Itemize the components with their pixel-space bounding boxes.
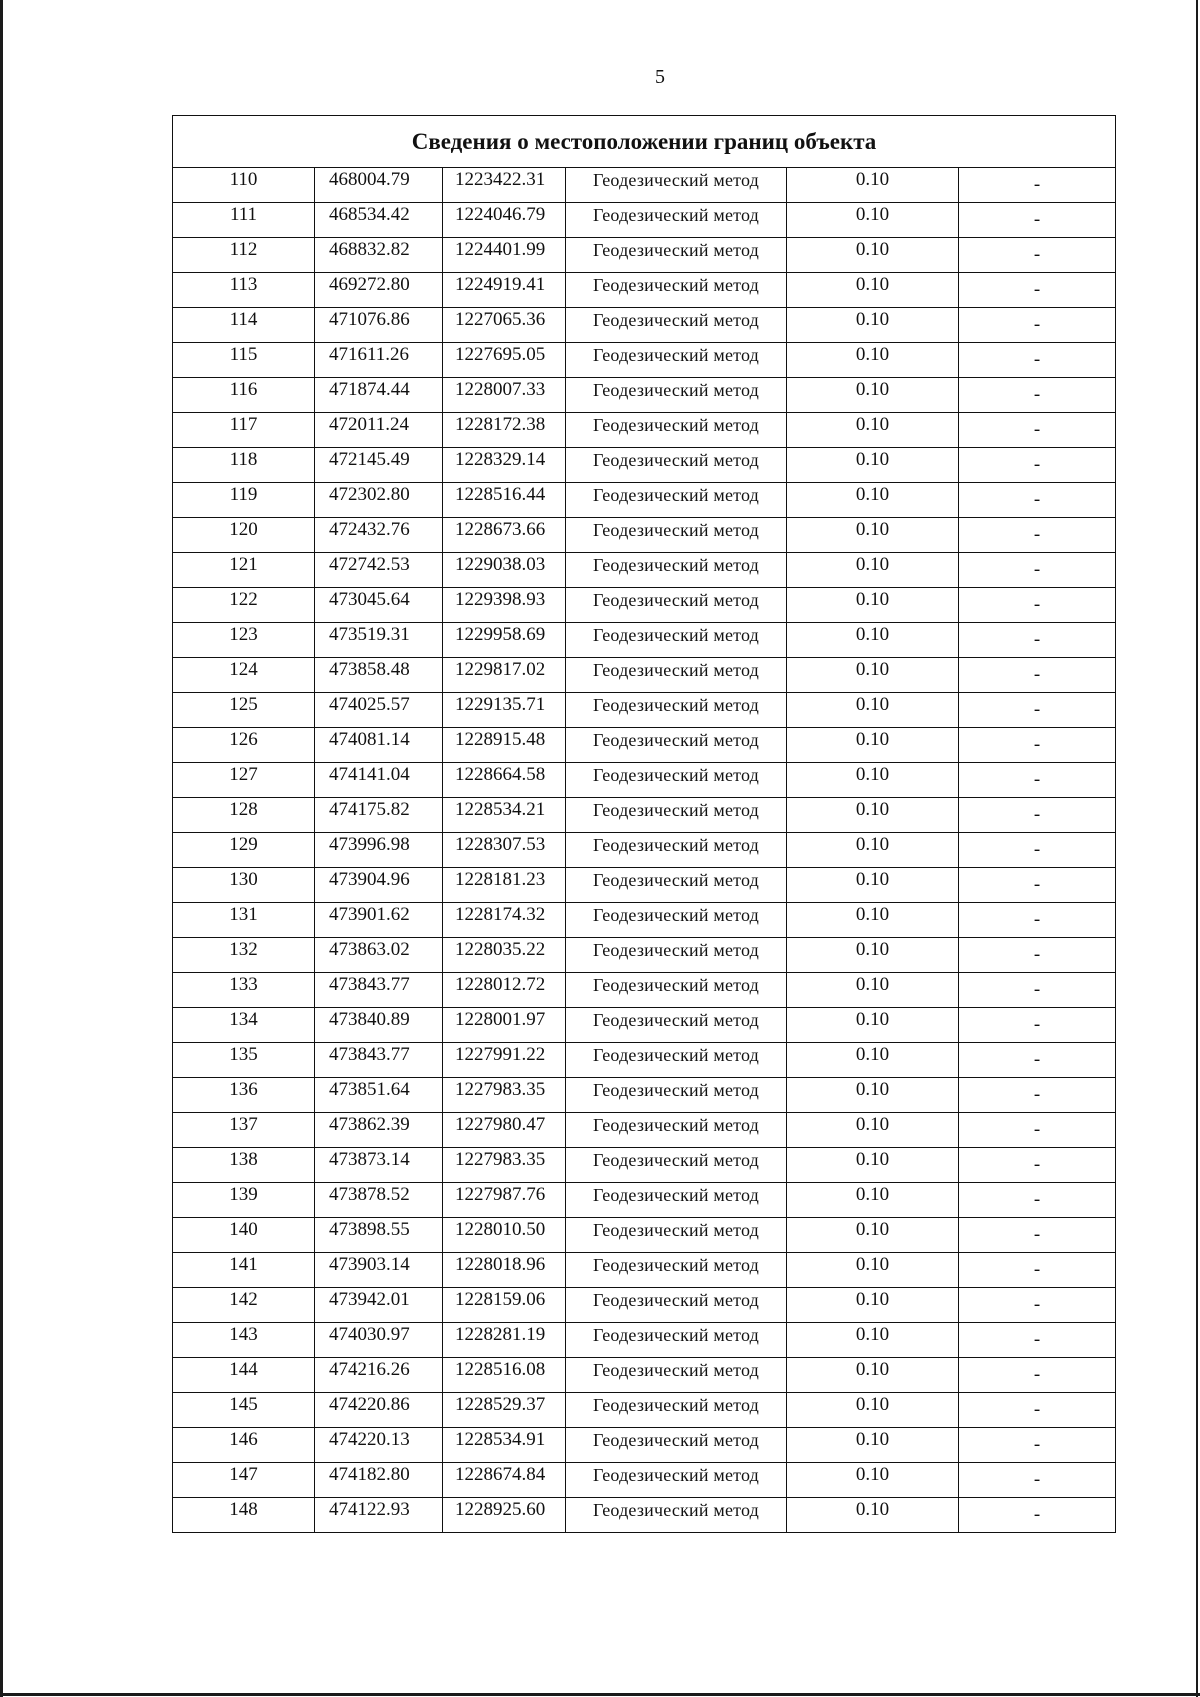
- table-row: [173, 553, 1116, 588]
- y-coordinate-cell: 1228516.08: [443, 1358, 566, 1393]
- method-cell: Геодезический метод: [566, 413, 787, 448]
- point-number-cell: 111: [173, 203, 315, 238]
- x-coordinate-cell: 473858.48: [315, 658, 443, 693]
- note-cell: -: [959, 1498, 1116, 1533]
- table-row: [173, 833, 1116, 868]
- note-cell: -: [959, 1183, 1116, 1218]
- point-number-cell: 136: [173, 1078, 315, 1113]
- table-row: [173, 1183, 1116, 1218]
- note-cell: -: [959, 1218, 1116, 1253]
- y-coordinate-cell: 1227980.47: [443, 1113, 566, 1148]
- point-number-cell: 127: [173, 763, 315, 798]
- table-row: [173, 728, 1116, 763]
- y-coordinate-cell: 1228664.58: [443, 763, 566, 798]
- x-coordinate-cell: 472432.76: [315, 518, 443, 553]
- precision-cell: 0.10: [787, 868, 959, 903]
- precision-cell: 0.10: [787, 1428, 959, 1463]
- table-row: [173, 308, 1116, 343]
- x-coordinate-cell: 473843.77: [315, 973, 443, 1008]
- point-number-cell: 146: [173, 1428, 315, 1463]
- y-coordinate-cell: 1223422.31: [443, 168, 566, 203]
- y-coordinate-cell: 1228174.32: [443, 903, 566, 938]
- note-cell: -: [959, 798, 1116, 833]
- precision-cell: 0.10: [787, 658, 959, 693]
- note-cell: -: [959, 693, 1116, 728]
- precision-cell: 0.10: [787, 483, 959, 518]
- precision-cell: 0.10: [787, 308, 959, 343]
- note-cell: -: [959, 518, 1116, 553]
- y-coordinate-cell: 1229817.02: [443, 658, 566, 693]
- point-number-cell: 119: [173, 483, 315, 518]
- table-row: [173, 903, 1116, 938]
- precision-cell: 0.10: [787, 728, 959, 763]
- x-coordinate-cell: 473840.89: [315, 1008, 443, 1043]
- precision-cell: 0.10: [787, 1323, 959, 1358]
- precision-cell: 0.10: [787, 518, 959, 553]
- table-row: [173, 203, 1116, 238]
- table-row: [173, 1393, 1116, 1428]
- precision-cell: 0.10: [787, 1393, 959, 1428]
- method-cell: Геодезический метод: [566, 1463, 787, 1498]
- point-number-cell: 114: [173, 308, 315, 343]
- x-coordinate-cell: 474122.93: [315, 1498, 443, 1533]
- point-number-cell: 139: [173, 1183, 315, 1218]
- point-number-cell: 120: [173, 518, 315, 553]
- note-cell: -: [959, 868, 1116, 903]
- table-row: [173, 1288, 1116, 1323]
- table-row: [173, 413, 1116, 448]
- y-coordinate-cell: 1227991.22: [443, 1043, 566, 1078]
- y-coordinate-cell: 1228001.97: [443, 1008, 566, 1043]
- method-cell: Геодезический метод: [566, 238, 787, 273]
- point-number-cell: 147: [173, 1463, 315, 1498]
- y-coordinate-cell: 1228915.48: [443, 728, 566, 763]
- method-cell: Геодезический метод: [566, 308, 787, 343]
- method-cell: Геодезический метод: [566, 693, 787, 728]
- precision-cell: 0.10: [787, 588, 959, 623]
- x-coordinate-cell: 471076.86: [315, 308, 443, 343]
- table-row: [173, 588, 1116, 623]
- x-coordinate-cell: 474025.57: [315, 693, 443, 728]
- note-cell: -: [959, 1113, 1116, 1148]
- x-coordinate-cell: 473843.77: [315, 1043, 443, 1078]
- method-cell: Геодезический метод: [566, 1113, 787, 1148]
- y-coordinate-cell: 1228673.66: [443, 518, 566, 553]
- note-cell: -: [959, 1078, 1116, 1113]
- note-cell: -: [959, 833, 1116, 868]
- x-coordinate-cell: 473863.02: [315, 938, 443, 973]
- x-coordinate-cell: 472302.80: [315, 483, 443, 518]
- precision-cell: 0.10: [787, 553, 959, 588]
- y-coordinate-cell: 1229958.69: [443, 623, 566, 658]
- precision-cell: 0.10: [787, 903, 959, 938]
- y-coordinate-cell: 1228674.84: [443, 1463, 566, 1498]
- y-coordinate-cell: 1227695.05: [443, 343, 566, 378]
- note-cell: -: [959, 448, 1116, 483]
- table-row: [173, 798, 1116, 833]
- y-coordinate-cell: 1228159.06: [443, 1288, 566, 1323]
- note-cell: -: [959, 413, 1116, 448]
- method-cell: Геодезический метод: [566, 1043, 787, 1078]
- note-cell: -: [959, 1043, 1116, 1078]
- precision-cell: 0.10: [787, 238, 959, 273]
- x-coordinate-cell: 472011.24: [315, 413, 443, 448]
- method-cell: Геодезический метод: [566, 728, 787, 763]
- precision-cell: 0.10: [787, 1148, 959, 1183]
- method-cell: Геодезический метод: [566, 868, 787, 903]
- point-number-cell: 142: [173, 1288, 315, 1323]
- note-cell: -: [959, 273, 1116, 308]
- precision-cell: 0.10: [787, 798, 959, 833]
- precision-cell: 0.10: [787, 168, 959, 203]
- point-number-cell: 113: [173, 273, 315, 308]
- table-row: [173, 938, 1116, 973]
- note-cell: -: [959, 1008, 1116, 1043]
- x-coordinate-cell: 473045.64: [315, 588, 443, 623]
- x-coordinate-cell: 473901.62: [315, 903, 443, 938]
- method-cell: Геодезический метод: [566, 1323, 787, 1358]
- point-number-cell: 132: [173, 938, 315, 973]
- point-number-cell: 121: [173, 553, 315, 588]
- point-number-cell: 125: [173, 693, 315, 728]
- method-cell: Геодезический метод: [566, 1393, 787, 1428]
- note-cell: -: [959, 763, 1116, 798]
- precision-cell: 0.10: [787, 1043, 959, 1078]
- note-cell: -: [959, 728, 1116, 763]
- note-cell: -: [959, 938, 1116, 973]
- x-coordinate-cell: 473851.64: [315, 1078, 443, 1113]
- point-number-cell: 124: [173, 658, 315, 693]
- y-coordinate-cell: 1228534.91: [443, 1428, 566, 1463]
- method-cell: Геодезический метод: [566, 588, 787, 623]
- x-coordinate-cell: 469272.80: [315, 273, 443, 308]
- note-cell: -: [959, 1323, 1116, 1358]
- method-cell: Геодезический метод: [566, 763, 787, 798]
- point-number-cell: 126: [173, 728, 315, 763]
- point-number-cell: 117: [173, 413, 315, 448]
- point-number-cell: 137: [173, 1113, 315, 1148]
- method-cell: Геодезический метод: [566, 1358, 787, 1393]
- x-coordinate-cell: 473942.01: [315, 1288, 443, 1323]
- point-number-cell: 128: [173, 798, 315, 833]
- y-coordinate-cell: 1224401.99: [443, 238, 566, 273]
- precision-cell: 0.10: [787, 623, 959, 658]
- x-coordinate-cell: 473878.52: [315, 1183, 443, 1218]
- table-row: [173, 868, 1116, 903]
- x-coordinate-cell: 474216.26: [315, 1358, 443, 1393]
- table-row: [173, 623, 1116, 658]
- y-coordinate-cell: 1228329.14: [443, 448, 566, 483]
- method-cell: Геодезический метод: [566, 973, 787, 1008]
- point-number-cell: 143: [173, 1323, 315, 1358]
- y-coordinate-cell: 1229135.71: [443, 693, 566, 728]
- precision-cell: 0.10: [787, 1008, 959, 1043]
- note-cell: -: [959, 1358, 1116, 1393]
- x-coordinate-cell: 472145.49: [315, 448, 443, 483]
- y-coordinate-cell: 1229038.03: [443, 553, 566, 588]
- y-coordinate-cell: 1224919.41: [443, 273, 566, 308]
- table-row: [173, 273, 1116, 308]
- note-cell: -: [959, 1463, 1116, 1498]
- point-number-cell: 144: [173, 1358, 315, 1393]
- x-coordinate-cell: 474081.14: [315, 728, 443, 763]
- method-cell: Геодезический метод: [566, 623, 787, 658]
- method-cell: Геодезический метод: [566, 273, 787, 308]
- note-cell: -: [959, 1253, 1116, 1288]
- precision-cell: 0.10: [787, 1463, 959, 1498]
- table-row: [173, 658, 1116, 693]
- precision-cell: 0.10: [787, 1253, 959, 1288]
- x-coordinate-cell: 471874.44: [315, 378, 443, 413]
- point-number-cell: 138: [173, 1148, 315, 1183]
- x-coordinate-cell: 473873.14: [315, 1148, 443, 1183]
- page-border-right: [1196, 0, 1198, 1697]
- point-number-cell: 116: [173, 378, 315, 413]
- method-cell: Геодезический метод: [566, 1253, 787, 1288]
- method-cell: Геодезический метод: [566, 1183, 787, 1218]
- precision-cell: 0.10: [787, 693, 959, 728]
- x-coordinate-cell: 473898.55: [315, 1218, 443, 1253]
- page-number: 5: [655, 66, 665, 88]
- point-number-cell: 123: [173, 623, 315, 658]
- precision-cell: 0.10: [787, 973, 959, 1008]
- x-coordinate-cell: 473903.14: [315, 1253, 443, 1288]
- method-cell: Геодезический метод: [566, 1288, 787, 1323]
- note-cell: -: [959, 658, 1116, 693]
- x-coordinate-cell: 474220.86: [315, 1393, 443, 1428]
- point-number-cell: 130: [173, 868, 315, 903]
- y-coordinate-cell: 1227983.35: [443, 1148, 566, 1183]
- method-cell: Геодезический метод: [566, 203, 787, 238]
- note-cell: -: [959, 308, 1116, 343]
- y-coordinate-cell: 1229398.93: [443, 588, 566, 623]
- table-row: [173, 238, 1116, 273]
- point-number-cell: 141: [173, 1253, 315, 1288]
- y-coordinate-cell: 1228172.38: [443, 413, 566, 448]
- x-coordinate-cell: 473904.96: [315, 868, 443, 903]
- x-coordinate-cell: 474141.04: [315, 763, 443, 798]
- point-number-cell: 122: [173, 588, 315, 623]
- note-cell: -: [959, 973, 1116, 1008]
- method-cell: Геодезический метод: [566, 518, 787, 553]
- note-cell: -: [959, 903, 1116, 938]
- method-cell: Геодезический метод: [566, 168, 787, 203]
- x-coordinate-cell: 473519.31: [315, 623, 443, 658]
- point-number-cell: 133: [173, 973, 315, 1008]
- y-coordinate-cell: 1228012.72: [443, 973, 566, 1008]
- precision-cell: 0.10: [787, 1113, 959, 1148]
- method-cell: Геодезический метод: [566, 938, 787, 973]
- x-coordinate-cell: 474220.13: [315, 1428, 443, 1463]
- point-number-cell: 140: [173, 1218, 315, 1253]
- y-coordinate-cell: 1228281.19: [443, 1323, 566, 1358]
- note-cell: -: [959, 1288, 1116, 1323]
- y-coordinate-cell: 1228925.60: [443, 1498, 566, 1533]
- point-number-cell: 112: [173, 238, 315, 273]
- table-row: [173, 1008, 1116, 1043]
- point-number-cell: 134: [173, 1008, 315, 1043]
- note-cell: -: [959, 483, 1116, 518]
- table-row: [173, 343, 1116, 378]
- x-coordinate-cell: 468832.82: [315, 238, 443, 273]
- page-border-left: [0, 0, 3, 1697]
- table-title: Сведения о местоположении границ объекта: [173, 116, 1116, 168]
- precision-cell: 0.10: [787, 273, 959, 308]
- page-border-bottom: [0, 1693, 1200, 1696]
- y-coordinate-cell: 1228018.96: [443, 1253, 566, 1288]
- x-coordinate-cell: 473996.98: [315, 833, 443, 868]
- y-coordinate-cell: 1228181.23: [443, 868, 566, 903]
- point-number-cell: 148: [173, 1498, 315, 1533]
- note-cell: -: [959, 343, 1116, 378]
- table-row: [173, 763, 1116, 798]
- y-coordinate-cell: 1228516.44: [443, 483, 566, 518]
- precision-cell: 0.10: [787, 1218, 959, 1253]
- method-cell: Геодезический метод: [566, 903, 787, 938]
- table-row: [173, 1113, 1116, 1148]
- table-row: [173, 1218, 1116, 1253]
- note-cell: -: [959, 203, 1116, 238]
- y-coordinate-cell: 1227987.76: [443, 1183, 566, 1218]
- table-row: [173, 973, 1116, 1008]
- y-coordinate-cell: 1228534.21: [443, 798, 566, 833]
- table-row: [173, 1148, 1116, 1183]
- y-coordinate-cell: 1224046.79: [443, 203, 566, 238]
- precision-cell: 0.10: [787, 343, 959, 378]
- note-cell: -: [959, 588, 1116, 623]
- method-cell: Геодезический метод: [566, 1078, 787, 1113]
- method-cell: Геодезический метод: [566, 798, 787, 833]
- y-coordinate-cell: 1228035.22: [443, 938, 566, 973]
- x-coordinate-cell: 474030.97: [315, 1323, 443, 1358]
- note-cell: -: [959, 168, 1116, 203]
- method-cell: Геодезический метод: [566, 1428, 787, 1463]
- table-body: [173, 168, 1116, 1533]
- point-number-cell: 145: [173, 1393, 315, 1428]
- x-coordinate-cell: 474182.80: [315, 1463, 443, 1498]
- table-row: [173, 1358, 1116, 1393]
- y-coordinate-cell: 1228007.33: [443, 378, 566, 413]
- point-number-cell: 135: [173, 1043, 315, 1078]
- table-row: [173, 1323, 1116, 1358]
- precision-cell: 0.10: [787, 378, 959, 413]
- x-coordinate-cell: 468004.79: [315, 168, 443, 203]
- table-row: [173, 518, 1116, 553]
- precision-cell: 0.10: [787, 1183, 959, 1218]
- table-row: [173, 693, 1116, 728]
- method-cell: Геодезический метод: [566, 448, 787, 483]
- precision-cell: 0.10: [787, 1078, 959, 1113]
- y-coordinate-cell: 1227983.35: [443, 1078, 566, 1113]
- x-coordinate-cell: 471611.26: [315, 343, 443, 378]
- table-row: [173, 1463, 1116, 1498]
- point-number-cell: 115: [173, 343, 315, 378]
- table-row: [173, 1078, 1116, 1113]
- note-cell: -: [959, 1393, 1116, 1428]
- point-number-cell: 118: [173, 448, 315, 483]
- x-coordinate-cell: 473862.39: [315, 1113, 443, 1148]
- precision-cell: 0.10: [787, 833, 959, 868]
- precision-cell: 0.10: [787, 413, 959, 448]
- x-coordinate-cell: 468534.42: [315, 203, 443, 238]
- point-number-cell: 110: [173, 168, 315, 203]
- table-title-row: [173, 116, 1116, 168]
- table-row: [173, 448, 1116, 483]
- table-row: [173, 168, 1116, 203]
- table-row: [173, 1043, 1116, 1078]
- x-coordinate-cell: 474175.82: [315, 798, 443, 833]
- precision-cell: 0.10: [787, 1288, 959, 1323]
- y-coordinate-cell: 1228307.53: [443, 833, 566, 868]
- note-cell: -: [959, 378, 1116, 413]
- point-number-cell: 131: [173, 903, 315, 938]
- method-cell: Геодезический метод: [566, 1148, 787, 1183]
- method-cell: Геодезический метод: [566, 658, 787, 693]
- table-row: [173, 1428, 1116, 1463]
- note-cell: -: [959, 623, 1116, 658]
- method-cell: Геодезический метод: [566, 833, 787, 868]
- y-coordinate-cell: 1227065.36: [443, 308, 566, 343]
- note-cell: -: [959, 553, 1116, 588]
- method-cell: Геодезический метод: [566, 1008, 787, 1043]
- method-cell: Геодезический метод: [566, 343, 787, 378]
- method-cell: Геодезический метод: [566, 1498, 787, 1533]
- y-coordinate-cell: 1228529.37: [443, 1393, 566, 1428]
- precision-cell: 0.10: [787, 763, 959, 798]
- precision-cell: 0.10: [787, 448, 959, 483]
- note-cell: -: [959, 1428, 1116, 1463]
- table-row: [173, 1498, 1116, 1533]
- precision-cell: 0.10: [787, 1498, 959, 1533]
- method-cell: Геодезический метод: [566, 378, 787, 413]
- note-cell: -: [959, 1148, 1116, 1183]
- method-cell: Геодезический метод: [566, 483, 787, 518]
- precision-cell: 0.10: [787, 203, 959, 238]
- table-row: [173, 378, 1116, 413]
- table-row: [173, 1253, 1116, 1288]
- method-cell: Геодезический метод: [566, 553, 787, 588]
- y-coordinate-cell: 1228010.50: [443, 1218, 566, 1253]
- table-row: [173, 483, 1116, 518]
- method-cell: Геодезический метод: [566, 1218, 787, 1253]
- boundary-coordinates-table: [172, 115, 1116, 1533]
- x-coordinate-cell: 472742.53: [315, 553, 443, 588]
- precision-cell: 0.10: [787, 1358, 959, 1393]
- precision-cell: 0.10: [787, 938, 959, 973]
- point-number-cell: 129: [173, 833, 315, 868]
- note-cell: -: [959, 238, 1116, 273]
